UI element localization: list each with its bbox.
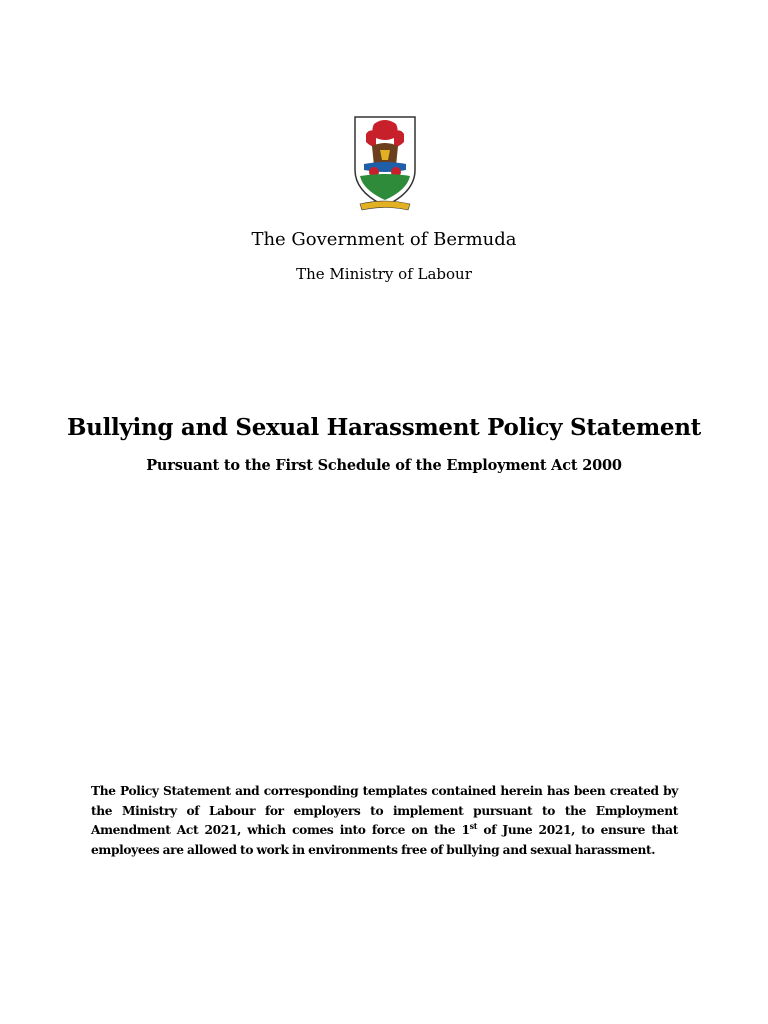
ministry-name: The Ministry of Labour	[296, 265, 472, 283]
document-title: Bullying and Sexual Harassment Policy Statement	[67, 414, 701, 441]
intro-text-part1: The Policy Statement and corresponding templates contained herein has been created by the Ministry of Labour for employers to implement pursuant to the Employment Amendment Act 2021, which comes into force on the 1	[91, 784, 678, 837]
coat-of-arms-emblem	[352, 114, 418, 214]
intro-text-part2: of June 2021, to ensure that employees are allowed to work in environments free of bullying and sexual harassment.	[91, 823, 678, 857]
document-subtitle: Pursuant to the First Schedule of the Employment Act 2000	[146, 457, 622, 474]
intro-paragraph	[91, 782, 678, 860]
government-name: The Government of Bermuda	[251, 229, 517, 250]
intro-ordinal-suffix: st	[469, 820, 478, 831]
